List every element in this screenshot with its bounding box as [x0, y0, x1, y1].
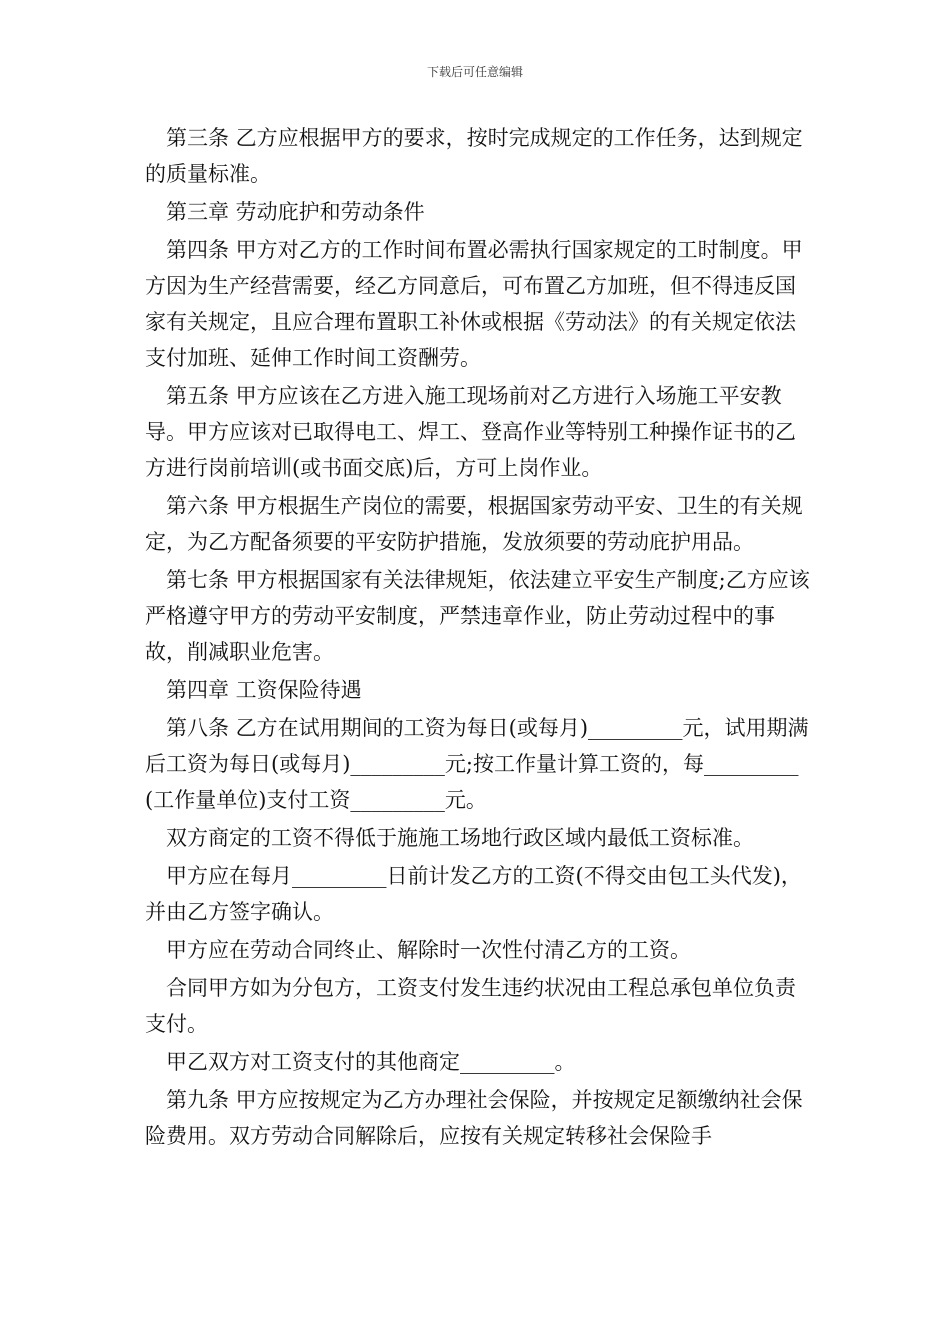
chapter-3-heading: 第三章 劳动庇护和劳动条件 [166, 200, 425, 224]
article-3: 第三条 乙方应根据甲方的要求，按时完成规定的工作任务，达到规定的质量标准。 [145, 126, 803, 186]
article-4: 第四条 甲方对乙方的工作时间布置必需执行国家规定的工时制度。甲方因为生产经营需要，经乙方同意后，可布置乙方加班，但不得违反国家有关规定，且应合理布置职工补休或根据《劳动法》的有关规定依法支付加班、延伸工作时间工资酬劳。 [145, 238, 803, 370]
other-agreement-paragraph: 甲乙双方对工资支付的其他商定_________。 [166, 1050, 576, 1074]
wage-settlement-paragraph: 甲方应在劳动合同终止、解除时一次性付清乙方的工资。 [166, 938, 691, 962]
article-5: 第五条 甲方应该在乙方进入施工现场前对乙方进行入场施工平安教导。甲方应该对已取得电工、焊工、登高作业等特别工种操作证书的乙方进行岗前培训(或书面交底)后，方可上岗作业。 [145, 384, 796, 480]
wage-payday-paragraph: 甲方应在每月_________日前计发乙方的工资(不得交由包工头代发)，并由乙方签字确认。 [145, 864, 802, 924]
wage-minimum-paragraph: 双方商定的工资不得低于施施工场地行政区域内最低工资标准。 [166, 826, 754, 850]
article-6: 第六条 甲方根据生产岗位的需要，根据国家劳动平安、卫生的有关规定，为乙方配备须要的平安防护措施，发放须要的劳动庇护用品。 [145, 494, 803, 554]
subcontractor-paragraph: 合同甲方如为分包方，工资支付发生违约状况由工程总承包单位负责支付。 [145, 976, 796, 1036]
page-header: 下载后可任意编辑 [426, 65, 523, 79]
document-body [145, 120, 810, 1156]
chapter-4-heading: 第四章 工资保险待遇 [166, 678, 362, 702]
article-8: 第八条 乙方在试用期间的工资为每日(或每月)_________元，试用期满后工资为每日(或每月)_________元;按工作量计算工资的，每_________(工作量单位)支付工资_________元。 [145, 716, 809, 812]
article-7: 第七条 甲方根据国家有关法律规矩，依法建立平安生产制度;乙方应该严格遵守甲方的劳动平安制度，严禁违章作业，防止劳动过程中的事故，削减职业危害。 [145, 568, 810, 664]
article-9: 第九条 甲方应按规定为乙方办理社会保险，并按规定足额缴纳社会保险费用。双方劳动合同解除后，应按有关规定转移社会保险手 [145, 1088, 803, 1148]
